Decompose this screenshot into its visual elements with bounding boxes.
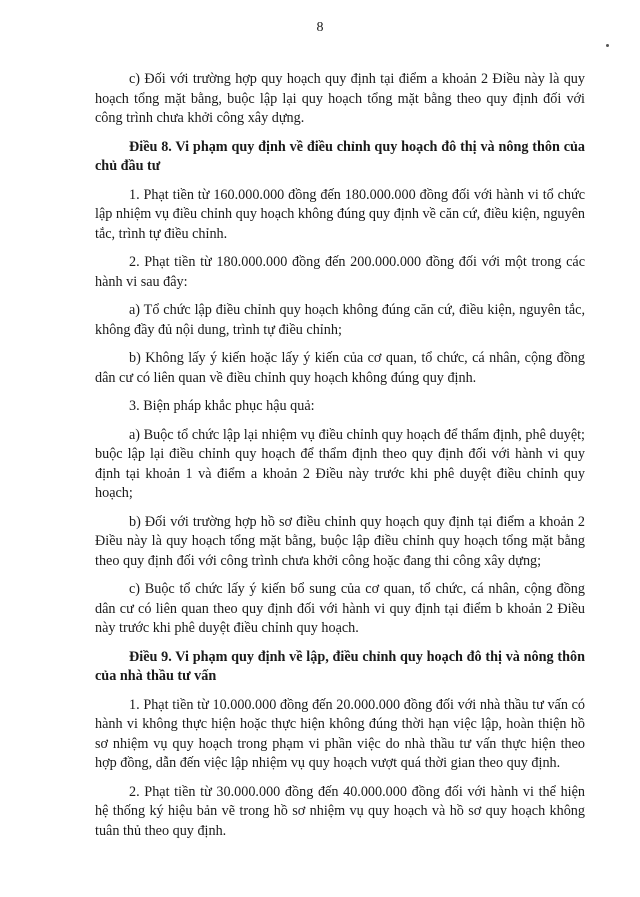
page-number: 8 bbox=[316, 20, 324, 35]
paragraph: c) Buộc tổ chức lấy ý kiến bổ sung của cơ quan, tổ chức, cá nhân, cộng đồng dân cư có liên quan theo quy định đối với hành vi quy định tại điểm b khoản 2 Điều này trước khi phê duyệt điều chỉnh quy hoạch. bbox=[95, 581, 585, 636]
paragraph: a) Buộc tổ chức lập lại nhiệm vụ điều chỉnh quy hoạch để thẩm định, phê duyệt; buộc lập lại điều chỉnh quy hoạch để thẩm định theo quy định đối với hành vi quy định tại khoản 1 và điểm a khoản 2 Điều này trước khi phê duyệt điều chỉnh quy hoạch; bbox=[95, 426, 585, 501]
paragraph: a) Tổ chức lập điều chỉnh quy hoạch không đúng căn cứ, điều kiện, nguyên tắc, không đầy đủ nội dung, trình tự điều chỉnh; bbox=[95, 302, 585, 338]
scan-dot bbox=[606, 44, 609, 47]
paragraph: 2. Phạt tiền từ 30.000.000 đồng đến 40.000.000 đồng đối với hành vi thể hiện hệ thống ký hiệu bản vẽ trong hồ sơ nhiệm vụ quy hoạch và hồ sơ quy hoạch không tuân thủ theo quy định. bbox=[95, 783, 585, 839]
paragraph: b) Không lấy ý kiến hoặc lấy ý kiến của cơ quan, tổ chức, cá nhân, cộng đồng dân cư có liên quan về điều chỉnh quy hoạch không đúng quy định. bbox=[95, 350, 585, 386]
paragraph: 3. Biện pháp khắc phục hậu quả: bbox=[129, 398, 315, 414]
paragraph: 1. Phạt tiền từ 10.000.000 đồng đến 20.000.000 đồng đối với nhà thầu tư vấn có hành vi không thực hiện hoặc thực hiện không đúng thời hạn việc lập, hoàn thiện hồ sơ nhiệm vụ quy hoạch trong phạm vi phần việc do nhà thầu tư vấn thực hiện theo hợp đồng, dẫn đến việc lập nhiệm vụ quy hoạch vượt quá thời gian theo quy định. bbox=[95, 696, 585, 771]
paragraph: b) Đối với trường hợp hồ sơ điều chỉnh quy hoạch quy định tại điểm a khoản 2 Điều này là quy hoạch tổng mặt bằng, buộc lập điều chỉnh quy hoạch tổng mặt bằng theo quy định đối với công trình chưa khởi công hoặc đang thi công xây dựng; bbox=[95, 513, 585, 569]
paragraph: 2. Phạt tiền từ 180.000.000 đồng đến 200.000.000 đồng đối với một trong các hành vi sau đây: bbox=[95, 254, 585, 290]
paragraph: c) Đối với trường hợp quy hoạch quy định tại điểm a khoản 2 Điều này là quy hoạch tổng mặt bằng, buộc lập lại quy hoạch tổng mặt bằng theo quy định đối với công trình chưa khởi công xây dựng. bbox=[95, 71, 585, 126]
article-heading: Điều 9. Vi phạm quy định về lập, điều chỉnh quy hoạch đô thị và nông thôn của nhà thầu tư vấn bbox=[95, 648, 585, 684]
paragraph: 1. Phạt tiền từ 160.000.000 đồng đến 180.000.000 đồng đối với hành vi tổ chức lập nhiệm vụ điều chỉnh quy hoạch không đúng quy định về căn cứ, điều kiện, nguyên tắc, trình tự điều chỉnh. bbox=[95, 186, 585, 242]
document-body bbox=[95, 70, 585, 850]
article-heading: Điều 8. Vi phạm quy định về điều chỉnh quy hoạch đô thị và nông thôn của chủ đầu tư bbox=[95, 138, 585, 174]
